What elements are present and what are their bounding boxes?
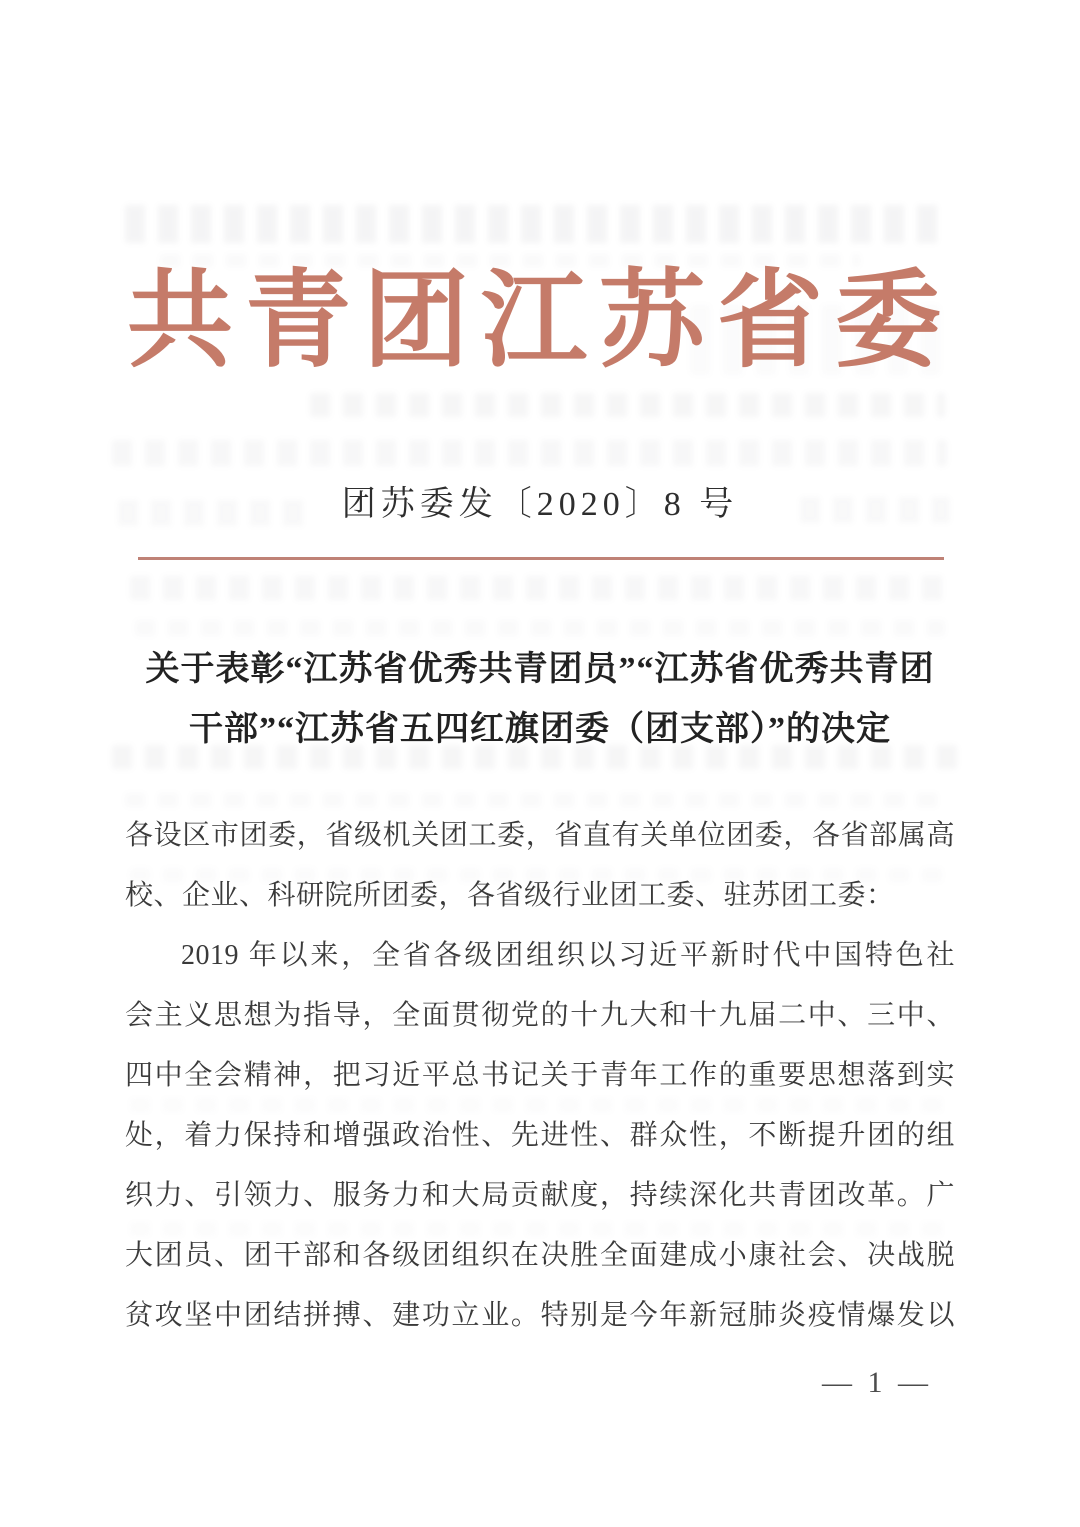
body-line: 各设区市团委，省级机关团工委，省直有关单位团委，各省部属高 bbox=[125, 820, 955, 851]
bleed-through-artifact bbox=[112, 440, 947, 466]
body-line: 织力、引领力、服务力和大局贡献度，持续深化共青团改革。广 bbox=[125, 1180, 955, 1211]
bleed-through-artifact bbox=[125, 205, 950, 243]
body-line: 校、企业、科研院所团委，各省级行业团工委、驻苏团工委： bbox=[125, 880, 895, 911]
letterhead-org-title: 共青团江苏省委 bbox=[127, 263, 953, 380]
bleed-through-artifact bbox=[125, 793, 940, 807]
document-title bbox=[125, 640, 955, 760]
document-title-line2: 干部”“江苏省五四红旗团委（团支部）”的决定 bbox=[189, 711, 891, 748]
bleed-through-artifact bbox=[310, 393, 945, 417]
red-separator-line bbox=[138, 557, 944, 560]
body-line: 2019 年以来，全省各级团组织以习近平新时代中国特色社 bbox=[181, 940, 955, 971]
body-line: 贫攻坚中团结拼搏、建功立业。特别是今年新冠肺炎疫情爆发以 bbox=[125, 1300, 955, 1331]
document-body bbox=[125, 806, 955, 1346]
document-title-line1: 关于表彰“江苏省优秀共青团员”“江苏省优秀共青团 bbox=[145, 651, 935, 688]
page-number: — 1 — bbox=[822, 1366, 932, 1399]
bleed-through-artifact bbox=[130, 576, 950, 600]
body-line: 四中全会精神，把习近平总书记关于青年工作的重要思想落到实 bbox=[125, 1060, 955, 1091]
document-reference-number: 团苏委发〔2020〕8 号 bbox=[341, 486, 739, 523]
bleed-through-artifact bbox=[135, 620, 945, 636]
body-line: 会主义思想为指导，全面贯彻党的十九大和十九届二中、三中、 bbox=[125, 1000, 955, 1031]
body-line: 处，着力保持和增强政治性、先进性、群众性，不断提升团的组 bbox=[125, 1120, 955, 1151]
body-line: 大团员、团干部和各级团组织在决胜全面建成小康社会、决战脱 bbox=[125, 1240, 955, 1271]
